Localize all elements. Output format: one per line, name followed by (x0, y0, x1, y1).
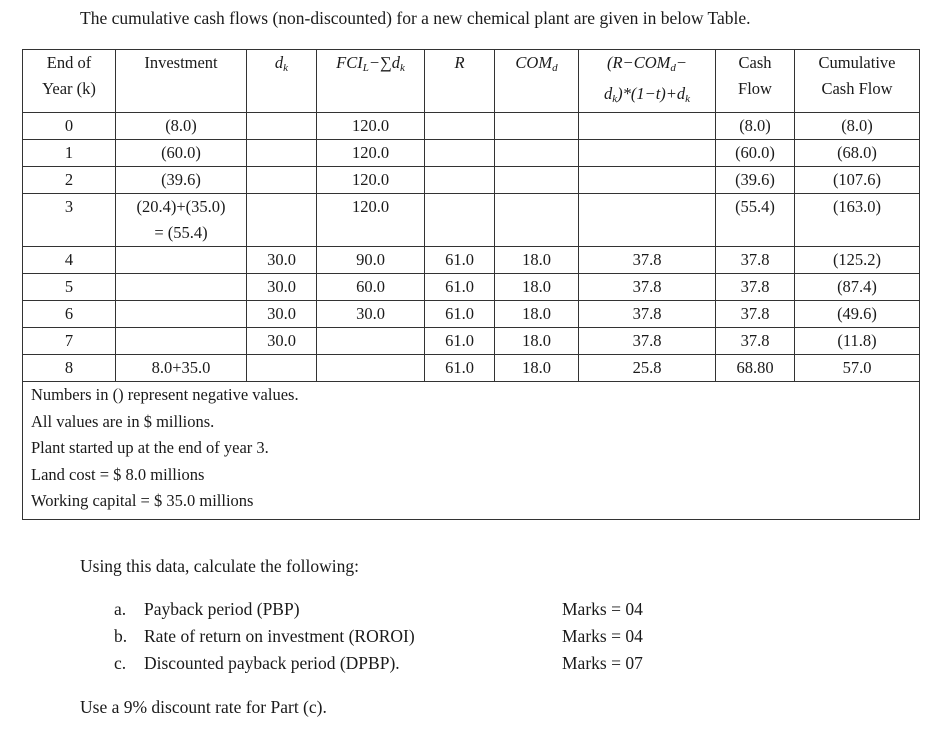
cell-r (425, 194, 495, 247)
header-formula: ($R-COM_d-$ $d_k)*(1-t)+d_k$ (579, 50, 716, 113)
notes-row (23, 382, 920, 520)
question-label: a. (114, 599, 127, 619)
note-line: Numbers in () represent negative values. (31, 385, 299, 404)
cell-fci: 60.0 (317, 274, 425, 301)
cell-year: 4 (23, 247, 116, 274)
cell-comd: 18.0 (495, 328, 579, 355)
question-text: Payback period (PBP) (144, 599, 300, 619)
cell-fci (317, 328, 425, 355)
cell-r: 61.0 (425, 301, 495, 328)
cell-r (425, 167, 495, 194)
page-title: The cumulative cash flows (non-discounted) for a new chemical plant are given in below Table. (80, 8, 751, 28)
cell-dk: 30.0 (247, 274, 317, 301)
cell-investment (116, 301, 247, 328)
cell-fci (317, 355, 425, 382)
cell-cash-flow: 37.8 (716, 247, 795, 274)
cell-investment: (39.6) (116, 167, 247, 194)
question-text: Discounted payback period (DPBP). (144, 653, 400, 673)
cell-cumulative: (125.2) (795, 247, 920, 274)
cell-cumulative: (107.6) (795, 167, 920, 194)
table-row (23, 355, 920, 382)
header-investment: Investment (116, 50, 247, 113)
cell-formula: 37.8 (579, 328, 716, 355)
cell-fci: 120.0 (317, 167, 425, 194)
cell-cumulative: (87.4) (795, 274, 920, 301)
cell-formula (579, 167, 716, 194)
cell-investment: (60.0) (116, 140, 247, 167)
cell-dk: 30.0 (247, 328, 317, 355)
cell-dk (247, 140, 317, 167)
table-row (23, 167, 920, 194)
cell-cash-flow: (8.0) (716, 113, 795, 140)
cell-fci: 30.0 (317, 301, 425, 328)
header-r: R (425, 50, 495, 113)
table-notes (23, 382, 920, 520)
cell-comd (495, 140, 579, 167)
cell-cash-flow: (60.0) (716, 140, 795, 167)
table-row (23, 113, 920, 140)
questions-intro: Using this data, calculate the following: (80, 556, 359, 576)
question-label: b. (114, 626, 128, 646)
table-row (23, 328, 920, 355)
cell-investment: (20.4)+(35.0) = (55.4) (116, 194, 247, 247)
cell-formula: 37.8 (579, 247, 716, 274)
table-header-row (23, 50, 920, 113)
question-marks: Marks = 04 (562, 626, 643, 646)
cell-year: 8 (23, 355, 116, 382)
cell-cumulative: (49.6) (795, 301, 920, 328)
note-line: Working capital = $ 35.0 millions (31, 491, 254, 510)
cell-r: 61.0 (425, 328, 495, 355)
note-line: All values are in $ millions. (31, 411, 215, 431)
cell-cash-flow: (39.6) (716, 167, 795, 194)
cell-year: 0 (23, 113, 116, 140)
cell-dk: 30.0 (247, 301, 317, 328)
header-fci: $FCI_L-\sum d_k$ (317, 50, 425, 113)
cell-investment (116, 274, 247, 301)
cell-comd: 18.0 (495, 301, 579, 328)
footer-note: Use a 9% discount rate for Part (c). (80, 697, 327, 717)
cell-r: 61.0 (425, 274, 495, 301)
cell-cumulative: 57.0 (795, 355, 920, 382)
cell-dk (247, 113, 317, 140)
cell-comd (495, 194, 579, 247)
header-cumulative-cash-flow: Cumulative Cash Flow (795, 50, 920, 113)
header-comd: $COM_d$ (495, 50, 579, 113)
cell-cumulative: (8.0) (795, 113, 920, 140)
cash-flow-table (22, 49, 920, 520)
question-label: c. (114, 653, 127, 673)
cell-formula (579, 194, 716, 247)
header-cash-flow: Cash Flow (716, 50, 795, 113)
cell-cumulative: (68.0) (795, 140, 920, 167)
cell-year: 5 (23, 274, 116, 301)
cell-comd: 18.0 (495, 355, 579, 382)
cell-cash-flow: 37.8 (716, 274, 795, 301)
header-end-of-year: End of Year (k) (23, 50, 116, 113)
cell-investment (116, 328, 247, 355)
note-line: Land cost = $ 8.0 millions (31, 464, 205, 484)
cell-fci: 120.0 (317, 113, 425, 140)
cell-year: 3 (23, 194, 116, 247)
cell-year: 6 (23, 301, 116, 328)
table-row (23, 194, 920, 247)
cell-comd: 18.0 (495, 247, 579, 274)
cell-r (425, 140, 495, 167)
cell-formula (579, 140, 716, 167)
table-row (23, 247, 920, 274)
cell-fci: 120.0 (317, 140, 425, 167)
cell-dk (247, 167, 317, 194)
question-marks: Marks = 04 (562, 599, 643, 619)
cell-formula (579, 113, 716, 140)
cell-investment (116, 247, 247, 274)
cell-dk (247, 355, 317, 382)
cell-comd (495, 113, 579, 140)
table-row (23, 140, 920, 167)
cell-dk: 30.0 (247, 247, 317, 274)
cell-r: 61.0 (425, 355, 495, 382)
cell-investment: 8.0+35.0 (116, 355, 247, 382)
cell-cumulative: (11.8) (795, 328, 920, 355)
cell-fci: 120.0 (317, 194, 425, 247)
question-marks: Marks = 07 (562, 653, 643, 673)
cell-formula: 37.8 (579, 301, 716, 328)
question-text: Rate of return on investment (ROROI) (144, 626, 415, 646)
table-row (23, 274, 920, 301)
cell-year: 2 (23, 167, 116, 194)
header-dk: $d_k$ (247, 50, 317, 113)
note-line: Plant started up at the end of year 3. (31, 438, 269, 457)
cell-dk (247, 194, 317, 247)
cell-comd: 18.0 (495, 274, 579, 301)
cell-cash-flow: 37.8 (716, 301, 795, 328)
cell-cumulative: (163.0) (795, 194, 920, 247)
cell-cash-flow: 68.80 (716, 355, 795, 382)
cell-formula: 37.8 (579, 274, 716, 301)
cell-cash-flow: 37.8 (716, 328, 795, 355)
cell-year: 1 (23, 140, 116, 167)
cell-year: 7 (23, 328, 116, 355)
cell-fci: 90.0 (317, 247, 425, 274)
cell-cash-flow: (55.4) (716, 194, 795, 247)
cell-investment: (8.0) (116, 113, 247, 140)
cell-r: 61.0 (425, 247, 495, 274)
cell-formula: 25.8 (579, 355, 716, 382)
cell-comd (495, 167, 579, 194)
table-row (23, 301, 920, 328)
cell-r (425, 113, 495, 140)
